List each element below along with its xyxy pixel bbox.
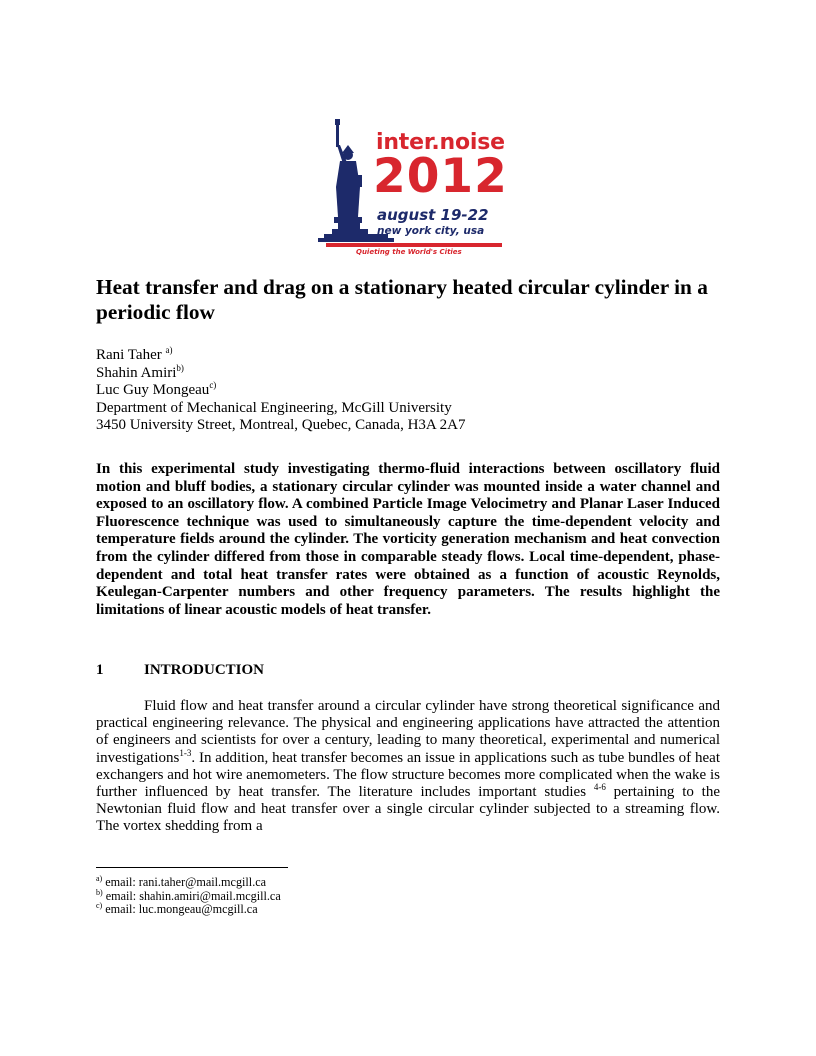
author-block — [96, 347, 736, 435]
footnote-mark: a) — [96, 873, 103, 883]
body-text-part: pertaining to the Newtonian fluid flow and heat transfer over a single circular cylinder subjected to a streaming flow. The vortex shedding from a — [96, 784, 720, 835]
affiliation-line: Department of Mechanical Engineering, McGill University — [96, 399, 452, 416]
author-footnote-mark: b) — [176, 362, 184, 373]
conference-logo — [318, 117, 508, 263]
address-line: 3450 University Street, Montreal, Quebec, Canada, H3A 2A7 — [96, 417, 466, 433]
footnote — [96, 903, 281, 917]
paper-title: Heat transfer and drag on a stationary heated circular cylinder in a periodic flow — [96, 275, 708, 324]
abstract: In this experimental study investigating thermo-fluid interactions between oscillatory fluid motion and bluff bodies, a stationary circular cylinder was mounted inside a water channel and exposed to an oscillatory flow. A combined Particle Image Velocimetry and Planar Laser Induced Fluorescence technique was used to simultaneously capture the time-dependent velocity and temperature fields around the cylinder. The vorticity generation mechanism and heat convection from the cylinder differed from those in comparable steady flows. Local time-dependent, phase-dependent and total heat transfer rates were obtained as a function of acoustic Reynolds, Keulegan-Carpenter numbers and other frequency parameters. The results highlight the limitations of linear acoustic models of heat transfer. — [96, 461, 720, 618]
logo-inter-noise-text: inter.noise — [376, 130, 505, 155]
footnote — [96, 873, 281, 890]
body-text-part: Fluid flow and heat transfer around a circular cylinder have strong theoretical significance and practical engineering relevance. The physical and engineering applications have attracted the attention of engineers and scientists for over a century, leading to many theoretical, experimental and numerical investigations — [96, 698, 720, 766]
author-name: Rani Taher — [96, 347, 166, 363]
logo-year-text: 2012 — [373, 149, 508, 204]
section-number: 1 — [96, 662, 104, 678]
author-name: Shahin Amiri — [96, 364, 177, 381]
logo-tagline-text: Quieting the World's Cities — [356, 248, 462, 256]
body-text-part: . In addition, heat transfer becomes an issue in applications such as tube bundles of heat exchangers and hot wire anemometers. The flow structure becomes more complicated when the wake is further influenced by heat transfer. The literature includes important studies — [96, 749, 720, 801]
section-heading — [96, 662, 264, 679]
body-paragraph — [96, 698, 720, 836]
footnotes — [96, 873, 281, 917]
citation-ref: 1-3 — [179, 747, 192, 758]
footnote-mark: c) — [96, 901, 103, 911]
author-footnote-mark: a) — [165, 345, 173, 355]
logo-city-text: new york city, usa — [377, 225, 485, 237]
footnote-email: email: luc.mongeau@mcgill.ca — [102, 902, 258, 917]
footnote-mark: b) — [96, 887, 103, 897]
author-footnote-mark: c) — [209, 380, 217, 390]
citation-ref: 4-6 — [593, 782, 606, 793]
section-title: INTRODUCTION — [144, 662, 265, 678]
author-name: Luc Guy Mongeau — [96, 382, 210, 398]
footnote-email: email: rani.taher@mail.mcgill.ca — [102, 875, 267, 889]
author-line — [96, 382, 736, 400]
footnote-email: email: shahin.amiri@mail.mcgill.ca — [102, 888, 281, 903]
logo-dates-text: august 19-22 — [377, 206, 489, 224]
footnote-divider — [96, 867, 288, 868]
author-line — [96, 347, 736, 365]
author-line — [96, 362, 736, 383]
